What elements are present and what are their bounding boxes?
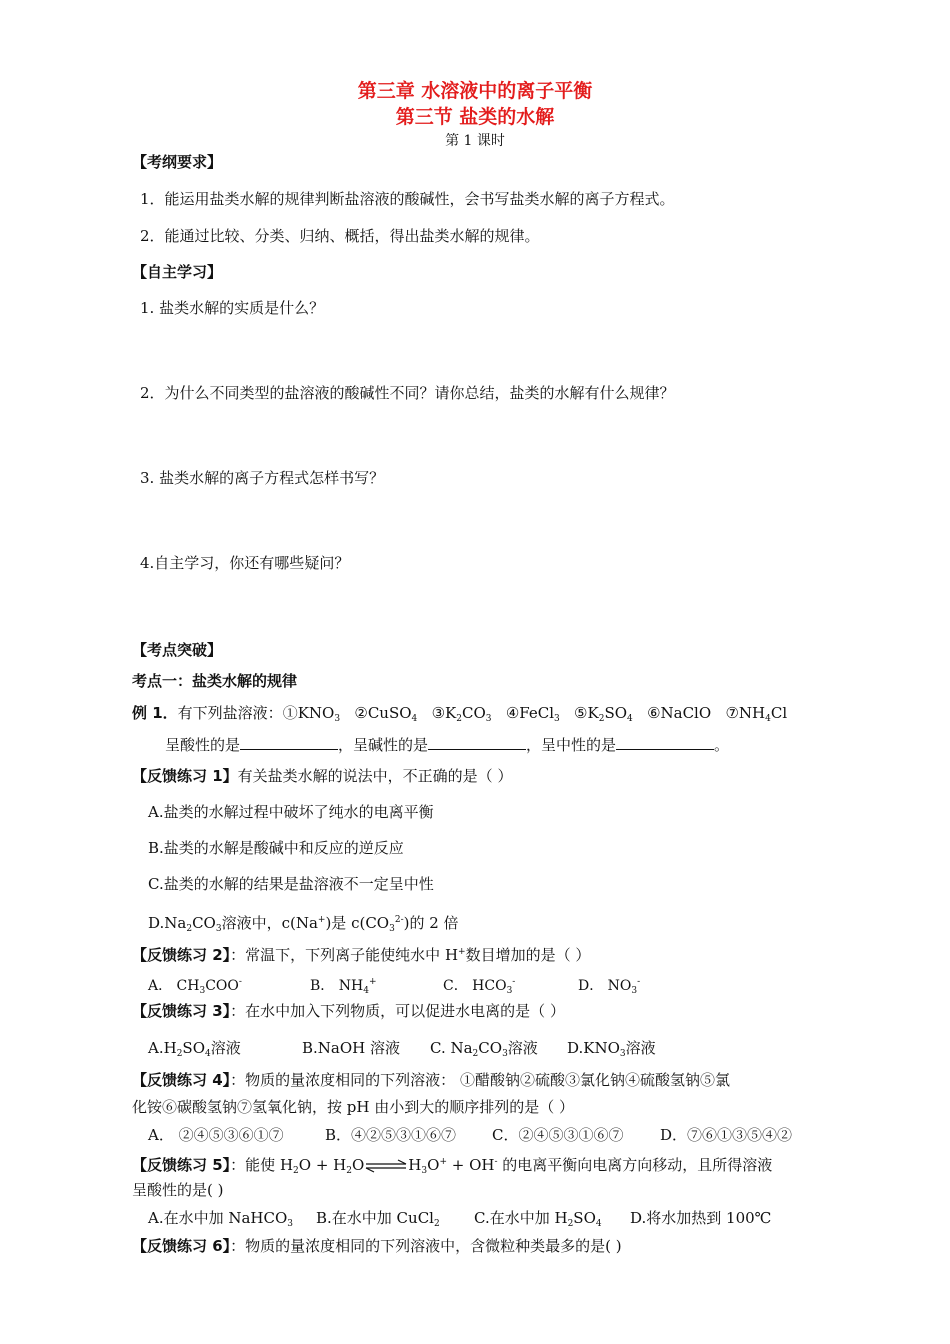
example-1 <box>132 703 787 729</box>
fk5-stem-line-1: 【反馈练习 5】：能使 $H_2O + H_2O$ $H_3O^+ + OH^-$ 的电离平衡向电离方向移动，且所得溶液 <box>132 1156 773 1176</box>
zizhu-question-2: 2．为什么不同类型的盐溶液的酸碱性不同？请你总结，盐类的水解有什么规律？ <box>140 384 675 402</box>
fk5-stem-line-2: 呈酸性的是( ) <box>132 1181 224 1199</box>
salt-7: $⑦NH_4Cl$ <box>725 704 788 724</box>
fk1-stem: 【反馈练习 1】有关盐类水解的说法中，不正确的是（ ） <box>132 767 513 785</box>
fk5-option-a: A.在水中加 NaHCO$_3$ <box>148 1209 294 1229</box>
fk1-heading: 【反馈练习 1】 <box>132 767 238 785</box>
kaogang-item-2: 2．能通过比较、分类、归纳、概括，得出盐类水解的规律。 <box>140 227 540 245</box>
fk4-heading: 【反馈练习 4】 <box>132 1071 231 1089</box>
fk2-option-b: B． $NH_4^+$ <box>310 977 377 996</box>
kaodian-heading: 【考点突破】 <box>132 641 223 659</box>
example-label: 例 1． <box>132 704 178 722</box>
point-1-title: 考点一：盐类水解的规律 <box>132 672 298 690</box>
example-prefix: 有下列盐溶液： <box>177 704 283 722</box>
fk5-option-c: C.在水中加 $H_2SO_4$ <box>474 1209 602 1229</box>
salt-4: ④FeCl$_3$ <box>505 704 560 724</box>
chapter-title: 第三章 水溶液中的离子平衡 <box>357 80 593 102</box>
zizhu-heading: 【自主学习】 <box>132 263 223 281</box>
fk4-option-c: C．②④⑤③①⑥⑦ <box>492 1126 624 1144</box>
salt-1: $①KNO_3$ <box>282 704 341 724</box>
zizhu-question-1: 1. 盐类水解的实质是什么？ <box>140 299 325 317</box>
fk3-heading: 【反馈练习 3】 <box>132 1002 231 1020</box>
neutral-prompt: ，呈中性的是 <box>526 736 617 754</box>
fk2-option-d: D． $NO_3^-$ <box>578 977 641 996</box>
fk3-option-c: C. $Na_2CO_3$溶液 <box>430 1039 538 1059</box>
fk3-stem: 【反馈练习 3】：在水中加入下列物质，可以促进水电离的是（ ） <box>132 1002 565 1020</box>
fk2-option-c: C． $HCO_3^-$ <box>443 977 516 996</box>
fk5-heading: 【反馈练习 5】 <box>132 1156 231 1174</box>
base-answer-blank[interactable] <box>428 735 526 750</box>
zizhu-question-3: 3. 盐类水解的离子方程式怎样书写？ <box>140 469 385 487</box>
fk1-option-a: A.盐类的水解过程中破坏了纯水的电离平衡 <box>148 803 434 821</box>
lesson-label: 第 1 课时 <box>445 133 505 149</box>
fk1-option-d: $D.Na_2CO_3$溶液中，c(Na+)是 $c(CO_3^{2-})$的 2 倍 <box>148 914 459 934</box>
kaogang-heading: 【考纲要求】 <box>132 153 223 171</box>
section-title: 第三节 盐类的水解 <box>395 106 555 128</box>
equilibrium-arrow-icon <box>364 1159 408 1173</box>
kaogang-item-1: 1．能运用盐类水解的规律判断盐溶液的酸碱性，会书写盐类水解的离子方程式。 <box>140 190 675 208</box>
base-prompt: ，呈碱性的是 <box>338 736 429 754</box>
fk3-option-b: B.NaOH 溶液 <box>302 1039 401 1057</box>
fk1-option-c: C.盐类的水解的结果是盐溶液不一定呈中性 <box>148 875 434 893</box>
salt-3: $③K_2CO_3$ <box>431 704 492 724</box>
salt-6: ⑥NaClO <box>647 704 712 722</box>
fk2-stem: 【反馈练习 2】：常温下，下列离子能使纯水中 H+数目增加的是（ ） <box>132 946 591 964</box>
fk4-option-d: D．⑦⑥①③⑤④② <box>660 1126 793 1144</box>
fk4-stem-line-1: 【反馈练习 4】：物质的量浓度相同的下列溶液： ①醋酸钠②硫酸③氯化钠④硫酸氢钠⑤氯 <box>132 1071 730 1089</box>
fk3-option-a: $A.H_2SO_4$溶液 <box>148 1039 241 1059</box>
fk1-option-b: B.盐类的水解是酸碱中和反应的逆反应 <box>148 839 404 857</box>
fk4-option-b: B．④②⑤③①⑥⑦ <box>325 1126 457 1144</box>
fk2-option-a: A． $CH_3COO^-$ <box>148 977 242 996</box>
fk5-option-b: B.在水中加 CuCl$_2$ <box>316 1209 440 1229</box>
neutral-answer-blank[interactable] <box>616 735 714 750</box>
fk4-stem-line-2: 化铵⑥碳酸氢钠⑦氢氧化钠，按 pH 由小到大的顺序排列的是（ ） <box>132 1098 574 1116</box>
fk3-option-d: $D.KNO_3$溶液 <box>567 1039 656 1059</box>
salt-2: ②CuSO$_4$ <box>354 704 418 724</box>
acid-answer-blank[interactable] <box>240 735 338 750</box>
fk6-stem: 【反馈练习 6】：物质的量浓度相同的下列溶液中，含微粒种类最多的是( ) <box>132 1237 622 1255</box>
example-1-blanks: 呈酸性的是 ，呈碱性的是 ，呈中性的是 。 <box>165 736 730 754</box>
zizhu-question-4: 4.自主学习，你还有哪些疑问？ <box>140 554 350 572</box>
fk5-option-d: D.将水加热到 100℃ <box>630 1209 772 1227</box>
fk4-option-a: A． ②④⑤③⑥①⑦ <box>148 1126 284 1144</box>
acid-prompt: 呈酸性的是 <box>165 736 241 754</box>
salt-5: $⑤K_2SO_4$ <box>574 704 633 724</box>
fk2-heading: 【反馈练习 2】 <box>132 946 231 964</box>
fk6-heading: 【反馈练习 6】 <box>132 1237 231 1255</box>
